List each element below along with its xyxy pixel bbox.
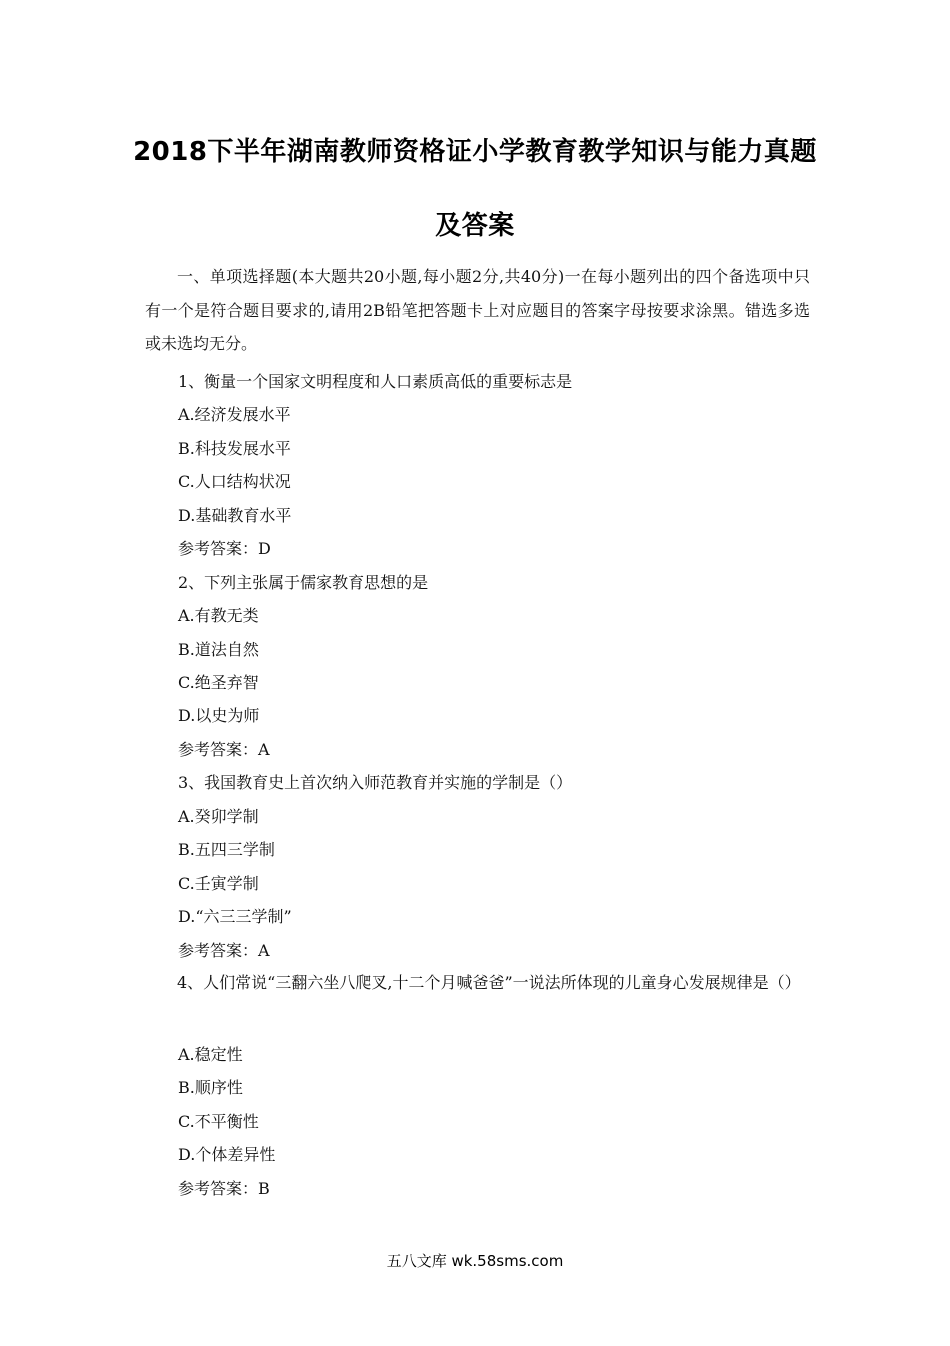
- option-d: D.“六三三学制”: [178, 907, 292, 926]
- option-b: B.五四三学制: [178, 840, 275, 859]
- option-a: A.经济发展水平: [178, 405, 291, 424]
- option-b: B.顺序性: [178, 1078, 243, 1097]
- option-d: D.以史为师: [178, 706, 260, 725]
- option-b: B.科技发展水平: [178, 439, 291, 458]
- option-c: C.不平衡性: [178, 1112, 259, 1131]
- page-footer: 五八文库 wk.58sms.com: [386, 1252, 564, 1270]
- section-intro: 一、单项选择题(本大题共20小题,每小题2分,共40分)一在每小题列出的四个备选项中只有一个是符合题目要求的,请用2B铅笔把答题卡上对应题目的答案字母按要求涂黑。错选多选或未选均无分。: [145, 267, 810, 353]
- option-c: C.绝圣弃智: [178, 673, 259, 692]
- document-title-line-1: 2018下半年湖南教师资格证小学教育教学知识与能力真题: [133, 137, 817, 167]
- reference-answer: 参考答案：D: [178, 539, 271, 558]
- question-stem: 4、人们常说“三翻六坐八爬叉,十二个月喊爸爸”一说法所体现的儿童身心发展规律是（）: [177, 973, 801, 992]
- question-stem: 3、我国教育史上首次纳入师范教育并实施的学制是（）: [178, 773, 573, 792]
- option-b: B.道法自然: [178, 640, 259, 659]
- reference-answer: 参考答案：B: [178, 1179, 270, 1198]
- reference-answer: 参考答案：A: [178, 740, 270, 759]
- option-c: C.壬寅学制: [178, 874, 259, 893]
- option-a: A.癸卯学制: [178, 807, 259, 826]
- reference-answer: 参考答案：A: [178, 941, 270, 960]
- option-a: A.有教无类: [178, 606, 259, 625]
- option-a: A.稳定性: [178, 1045, 243, 1064]
- question-stem: 1、衡量一个国家文明程度和人口素质高低的重要标志是: [178, 372, 573, 391]
- document-title-line-2: 及答案: [435, 211, 515, 241]
- question-stem: 2、下列主张属于儒家教育思想的是: [178, 573, 429, 592]
- option-c: C.人口结构状况: [178, 472, 291, 491]
- option-d: D.个体差异性: [178, 1145, 276, 1164]
- option-d: D.基础教育水平: [178, 506, 292, 525]
